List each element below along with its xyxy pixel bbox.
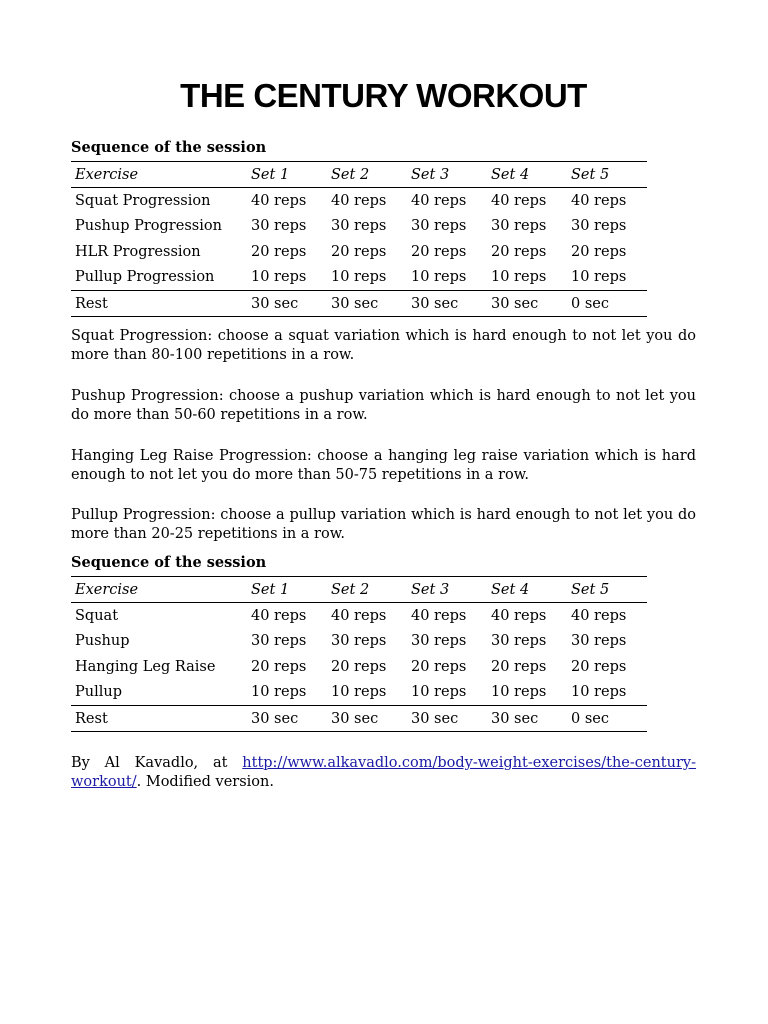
set-cell: 40 reps [571, 193, 627, 210]
set-cell: 40 reps [331, 193, 387, 210]
set-cell: 30 reps [571, 218, 627, 235]
set-cell: 20 reps [571, 243, 627, 260]
column-header: Set 5 [567, 577, 647, 603]
set-cell: 0 sec [567, 290, 647, 316]
set-cell: 10 reps [491, 684, 547, 701]
attribution-paragraph [71, 754, 696, 791]
set-cell: 30 reps [491, 633, 547, 650]
column-header: Set 4 [487, 577, 567, 603]
set-cell: 20 reps [251, 658, 307, 675]
set-cell: 30 sec [487, 290, 567, 316]
table-row-rest [71, 290, 647, 316]
set-cell: 10 reps [491, 269, 547, 286]
section-heading-2: Sequence of the session [71, 554, 267, 571]
source-link[interactable]: http://www.alkavadlo.com/body-weight-exercises/the-century-workout/ [71, 755, 696, 790]
set-cell: 10 reps [411, 684, 467, 701]
page-title: THE CENTURY WORKOUT [180, 77, 587, 114]
exercise-cell: HLR Progression [75, 243, 201, 260]
set-cell: 10 reps [251, 269, 307, 286]
set-cell: 20 reps [491, 243, 547, 260]
exercise-cell: Pullup Progression [75, 269, 215, 286]
set-cell: 30 sec [327, 290, 407, 316]
set-cell: 40 reps [491, 193, 547, 210]
set-cell: 10 reps [331, 269, 387, 286]
set-cell: 40 reps [571, 608, 627, 625]
set-cell: 40 reps [331, 608, 387, 625]
set-cell: 30 reps [331, 218, 387, 235]
table-row [71, 214, 647, 239]
set-cell: 20 reps [411, 243, 467, 260]
column-header: Set 3 [407, 162, 487, 188]
column-header: Exercise [71, 577, 247, 603]
set-cell: 10 reps [411, 269, 467, 286]
exercise-cell: Pullup [75, 684, 122, 701]
set-cell: 10 reps [251, 684, 307, 701]
set-cell: 30 sec [407, 705, 487, 731]
column-header: Set 2 [327, 162, 407, 188]
set-cell: 30 reps [331, 633, 387, 650]
pullup-progression-paragraph: Pullup Progression: choose a pullup variation which is hard enough to not let you do more than 20-25 repetitions in a row. [71, 507, 696, 542]
set-cell: 20 reps [331, 243, 387, 260]
set-cell: 30 reps [251, 218, 307, 235]
session-table-2 [71, 576, 647, 732]
set-cell: 30 reps [411, 633, 467, 650]
set-cell: 30 sec [327, 705, 407, 731]
set-cell: 30 reps [411, 218, 467, 235]
set-cell: 0 sec [567, 705, 647, 731]
table-row-rest [71, 705, 647, 731]
set-cell: 40 reps [491, 608, 547, 625]
set-cell: 30 reps [491, 218, 547, 235]
exercise-cell: Pushup [75, 633, 130, 650]
exercise-cell: Rest [71, 290, 247, 316]
session-table-1 [71, 161, 647, 317]
column-header: Set 5 [567, 162, 647, 188]
set-cell: 40 reps [411, 608, 467, 625]
set-cell: 20 reps [571, 658, 627, 675]
column-header: Set 3 [407, 577, 487, 603]
exercise-cell: Hanging Leg Raise [75, 658, 216, 675]
table-row [71, 680, 647, 706]
squat-progression-paragraph: Squat Progression: choose a squat variation which is hard enough to not let you do more than 80-100 repetitions in a row. [71, 328, 696, 363]
table-header-row [71, 577, 647, 603]
set-cell: 30 sec [487, 705, 567, 731]
column-header: Set 1 [247, 162, 327, 188]
exercise-cell: Squat Progression [75, 193, 211, 210]
set-cell: 20 reps [251, 243, 307, 260]
attribution-prefix: By Al Kavadlo, at [71, 755, 243, 771]
attribution-suffix: . Modified version. [136, 773, 274, 790]
table-header-row [71, 162, 647, 188]
set-cell: 30 reps [571, 633, 627, 650]
set-cell: 30 reps [251, 633, 307, 650]
set-cell: 20 reps [411, 658, 467, 675]
table-row [71, 239, 647, 264]
set-cell: 10 reps [331, 684, 387, 701]
column-header: Set 4 [487, 162, 567, 188]
table-row [71, 265, 647, 291]
section-heading-1: Sequence of the session [71, 139, 267, 156]
pushup-progression-paragraph: Pushup Progression: choose a pushup variation which is hard enough to not let you do more than 50-60 repetitions in a row. [71, 388, 696, 423]
set-cell: 40 reps [251, 608, 307, 625]
set-cell: 10 reps [571, 684, 627, 701]
set-cell: 40 reps [411, 193, 467, 210]
table-row [71, 629, 647, 654]
exercise-cell: Squat [75, 608, 119, 625]
exercise-cell: Pushup Progression [75, 218, 222, 235]
set-cell: 20 reps [331, 658, 387, 675]
set-cell: 10 reps [571, 269, 627, 286]
column-header: Set 2 [327, 577, 407, 603]
set-cell: 30 sec [247, 705, 327, 731]
column-header: Set 1 [247, 577, 327, 603]
exercise-cell: Rest [71, 705, 247, 731]
hlr-progression-paragraph: Hanging Leg Raise Progression: choose a hanging leg raise variation which is hard enough to not let you do more than 50-75 repetitions in a row. [71, 448, 696, 483]
table-row [71, 603, 647, 629]
set-cell: 20 reps [491, 658, 547, 675]
set-cell: 30 sec [407, 290, 487, 316]
table-row [71, 654, 647, 679]
set-cell: 30 sec [247, 290, 327, 316]
column-header: Exercise [71, 162, 247, 188]
table-row [71, 188, 647, 214]
set-cell: 40 reps [251, 193, 307, 210]
